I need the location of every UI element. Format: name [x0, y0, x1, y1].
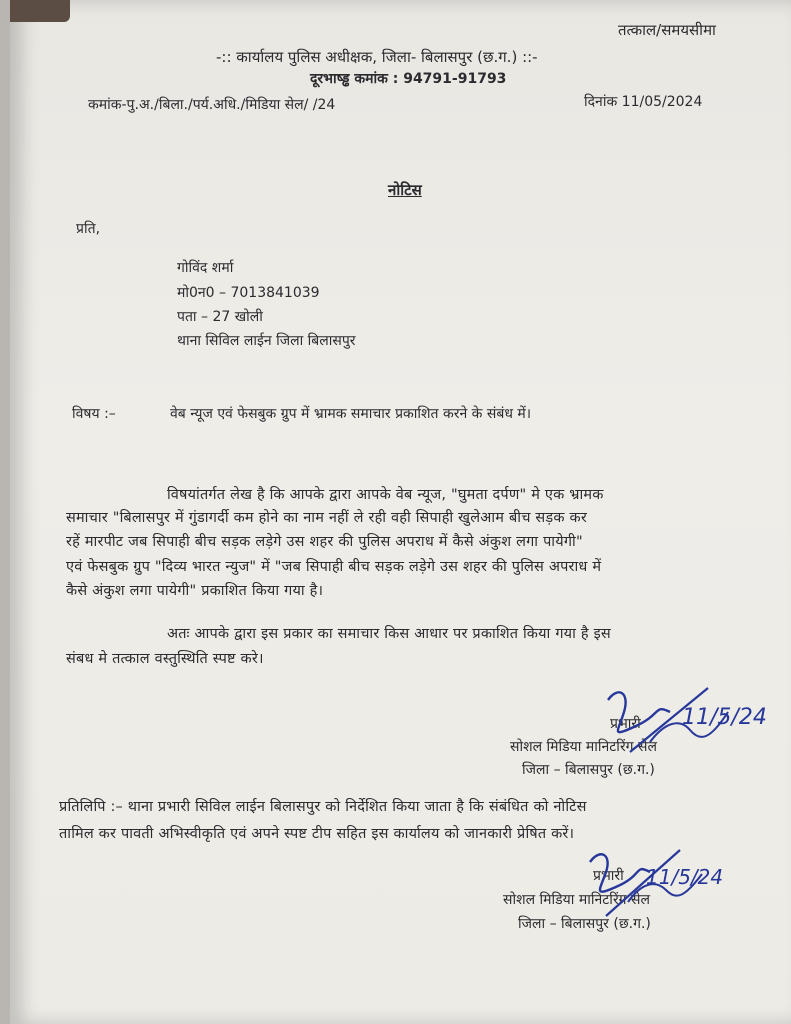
urgency-label: तत्काल/समयसीमा	[618, 21, 716, 39]
signatory-district: जिला – बिलासपुर (छ.ग.)	[518, 916, 651, 932]
body-line: अतः आपके द्वारा इस प्रकार का समाचार किस आधार पर प्रकाशित किया गया है इस	[167, 626, 611, 642]
signatory-unit: सोशल मिडिया मानिटरिंग सेल	[503, 892, 650, 908]
notice-date: दिनांक 11/05/2024	[584, 94, 703, 110]
recipient-address: पता – 27 खोली	[177, 309, 263, 325]
signatory-title: प्रभारी	[593, 868, 624, 884]
office-heading: -:: कार्यालय पुलिस अधीक्षक, जिला- बिलासपुर (छ.ग.) ::-	[216, 48, 538, 66]
paper-clip-shadow	[10, 0, 70, 22]
notice-title: नोटिस	[388, 181, 422, 199]
signatory-district: जिला – बिलासपुर (छ.ग.)	[522, 762, 655, 778]
svg-text:11/5/24: 11/5/24	[682, 705, 767, 730]
office-phone: दूरभाष्ड्ढ कमांक : 94791-91793	[310, 71, 507, 87]
recipient-to: प्रति,	[76, 221, 101, 237]
recipient-name: गोविंद शर्मा	[177, 260, 234, 276]
reference-number: कमांक-पु.अ./बिला./पर्य.अधि./मिडिया सेल/ /24	[88, 97, 336, 113]
subject-text: वेब न्यूज एवं फेसबुक ग्रुप में भ्रामक समाचार प्रकाशित करने के संबंध में।	[170, 406, 532, 422]
body-line: विषयांतर्गत लेख है कि आपके द्वारा आपके वेब न्यूज, "घुमता दर्पण" मे एक भ्रामक	[167, 487, 604, 503]
subject-label: विषय :–	[72, 406, 116, 422]
body-line: समाचार "बिलासपुर में गुंडागर्दी कम होने का नाम नहीं ले रही वही सिपाही खुलेआम बीच सड़क कर	[66, 510, 587, 526]
svg-text:11/5/24: 11/5/24	[646, 865, 724, 889]
body-line: रहें मारपीट जब सिपाही बीच सड़क लड़ेगे उस शहर की पुलिस अपराध में कैसे अंकुश लगा पायेगी"	[66, 534, 583, 550]
recipient-mobile: मो0न0 – 7013841039	[177, 285, 320, 301]
signature-mark	[590, 682, 767, 762]
copy-to-line: तामिल कर पावती अभिस्वीकृति एवं अपने स्पष्ट टीप सहित इस कार्यालय को जानकारी प्रेषित करें।	[59, 826, 575, 842]
signatory-title: प्रभारी	[610, 716, 641, 732]
body-line: कैसे अंकुश लगा पायेगी" प्रकाशित किया गया है।	[66, 583, 324, 599]
document-page	[10, 0, 791, 1024]
copy-to-line: प्रतिलिपि :– थाना प्रभारी सिविल लाईन बिलासपुर को निर्देशित किया जाता है कि संबंधित को नोटिस	[59, 799, 587, 815]
signature-mark	[570, 840, 724, 920]
body-line: एवं फेसबुक ग्रुप "दिव्य भारत न्युज" में "जब सिपाही बीच सड़क लड़ेगे उस शहर की पुलिस अपराध में	[66, 559, 602, 575]
recipient-station: थाना सिविल लाईन जिला बिलासपुर	[177, 333, 356, 349]
body-line: संबध मे तत्काल वस्तुस्थिति स्पष्ट करे।	[66, 651, 264, 667]
signatory-unit: सोशल मिडिया मानिटरिंग सेल	[510, 739, 657, 755]
